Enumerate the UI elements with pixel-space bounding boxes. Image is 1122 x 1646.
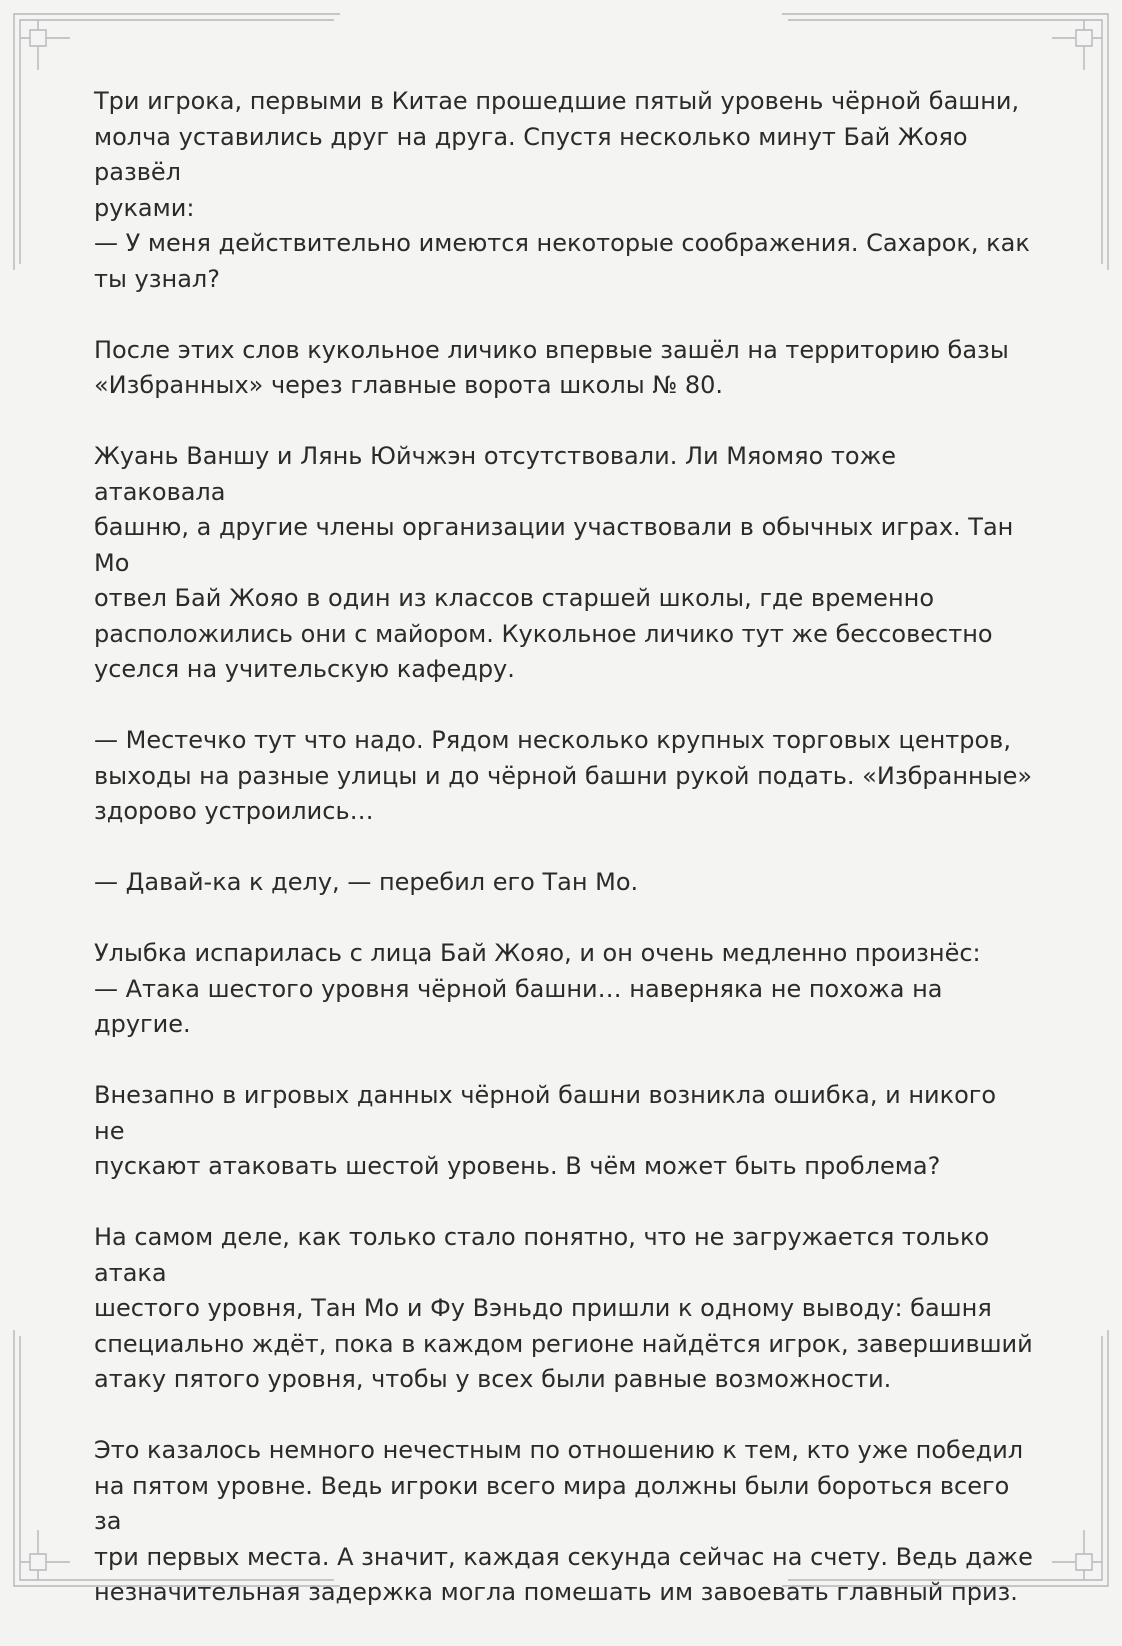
paragraph-2: После этих слов кукольное личико впервые зашёл на территорию базы «Избранных» через главные ворота школы № 80.	[94, 335, 1009, 399]
paragraph-1: Три игрока, первыми в Китае прошедшие пятый уровень чёрной башни, молча уставились друг на друга. Спустя несколько минут Бай Жояо развёл руками: — У меня действительно имеются некоторые соображения. Сахарок, как ты узнал?	[94, 87, 1030, 293]
paragraph-3: Жуань Ваншу и Лянь Юйчжэн отсутствовали. Ли Мяомяо тоже атаковала башню, а другие члены организации участвовали в обычных играх. Тан Мо отвел Бай Жояо в один из классов старшей школы, где временно расположились они с майором. Кукольное личико тут же бессовестно уселся на учительскую кафедру.	[94, 442, 1014, 683]
paragraph-9: Это казалось немного нечестным по отношению к тем, кто уже победил на пятом уровне. Ведь игроки всего мира должны были бороться всего за три первых места. А значит, каждая секунда сейчас на счету. Ведь даже незначительная задержка могла помешать им завоевать главный приз.	[94, 1436, 1033, 1606]
paragraph-4: — Местечко тут что надо. Рядом несколько крупных торговых центров, выходы на разные улицы и до чёрной башни рукой подать. «Избранные» здорово устроились…	[94, 726, 1033, 825]
paragraph-6: Улыбка испарилась с лица Бай Жояо, и он очень медленно произнёс: — Атака шестого уровня чёрной башни… наверняка не похожа на другие.	[94, 939, 981, 1038]
paragraph-7: Внезапно в игровых данных чёрной башни возникла ошибка, и никого не пускают атаковать шестой уровень. В чём может быть проблема?	[94, 1081, 997, 1180]
story-text	[94, 84, 1034, 1646]
paragraph-8: На самом деле, как только стало понятно, что не загружается только атака шестого уровня, Тан Мо и Фу Вэньдо пришли к одному выводу: башня специально ждёт, пока в каждом регионе найдётся игрок, завершивший атаку пятого уровня, чтобы у всех были равные возможности.	[94, 1223, 1033, 1393]
paragraph-5: — Давай-ка к делу, — перебил его Тан Мо.	[94, 868, 639, 896]
